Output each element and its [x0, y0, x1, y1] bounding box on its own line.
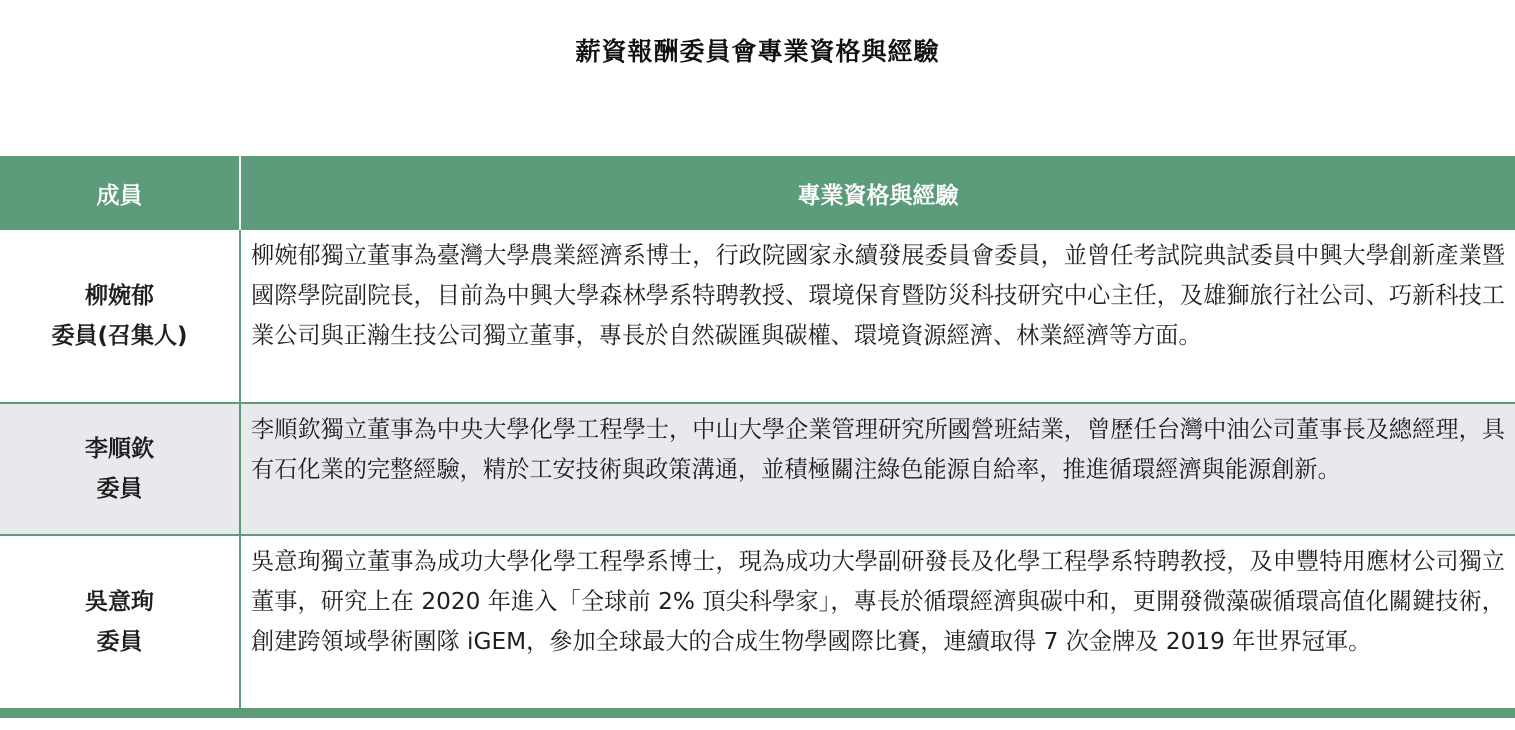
experience-cell: 柳婉郁獨立董事為臺灣大學農業經濟系博士，行政院國家永續發展委員會委員，並曾任考試院典試委員中興大學創新產業暨國際學院副院長，目前為中興大學森林學系特聘教授、環境保育暨防災科技研究中心主任，及雄獅旅行社公司、巧新科技工業公司與正瀚生技公司獨立董事，專長於自然碳匯與碳權、環境資源經濟、林業經濟等方面。 — [251, 242, 1505, 349]
member-name: 柳婉郁 — [85, 283, 154, 309]
member-cell — [0, 230, 241, 402]
table-row — [0, 402, 1515, 534]
member-role: 委員 — [96, 476, 143, 502]
member-cell — [0, 536, 241, 708]
table-row — [0, 534, 1515, 708]
member-role: 委員(召集人) — [51, 323, 188, 349]
table-header-row — [0, 156, 1515, 230]
experience-cell: 李順欽獨立董事為中央大學化學工程學士，中山大學企業管理研究所國營班結業，曾歷任台灣中油公司董事長及總經理，具有石化業的完整經驗，精於工安技術與政策溝通，並積極關注綠色能源自給率，推進循環經濟與能源創新。 — [251, 416, 1505, 483]
committee-table — [0, 156, 1515, 718]
table-row — [0, 230, 1515, 402]
member-role: 委員 — [96, 629, 143, 655]
header-experience: 專業資格與經驗 — [797, 182, 959, 209]
table-bottom-border — [0, 708, 1515, 718]
member-name: 吳意珣 — [85, 589, 154, 615]
experience-cell: 吳意珣獨立董事為成功大學化學工程學系博士，現為成功大學副研發長及化學工程學系特聘教授，及申豐特用應材公司獨立董事，研究上在 2020 年進入「全球前 2% 頂尖科學家」，專長於循環經濟與碳中和，更開發微藻碳循環高值化關鍵技術，創建跨領域學術團隊 iGEM，參加全球最大的合成生物學國際比賽，連續取得 7 次金牌及 2019 年世界冠軍。 — [251, 548, 1505, 655]
page-title: 薪資報酬委員會專業資格與經驗 — [575, 37, 940, 66]
header-member: 成員 — [0, 156, 241, 230]
member-name: 李順欽 — [85, 436, 154, 462]
member-cell — [0, 404, 241, 534]
